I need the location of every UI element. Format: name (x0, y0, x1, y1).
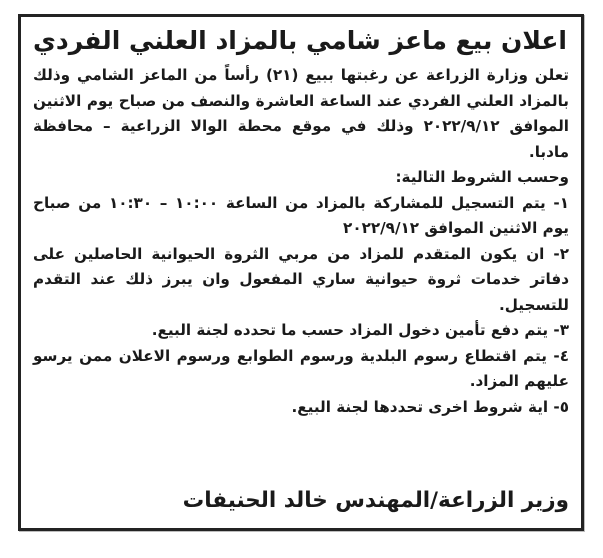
announcement-title: اعلان بيع ماعز شامي بالمزاد العلني الفردي (33, 26, 567, 55)
condition-item-5: ٥- اية شروط اخرى تحددها لجنة البيع. (291, 397, 569, 416)
announcement-intro: تعلن وزارة الزراعة عن رغبتها ببيع (٢١) رأساً من الماعز الشامي وذلك بالمزاد العلني الفردي عند الساعة العاشرة والنصف من صباح يوم الاثنين الموافق ٢٠٢٢/٩/١٢ وذلك في موقع محطة الوالا الزراعية – محافظة مادبا. (33, 66, 569, 161)
condition-item-3: ٣- يتم دفع تأمين دخول المزاد حسب ما تحدده لجنة البيع. (151, 321, 569, 339)
condition-item-2: ٢- ان يكون المتقدم للمزاد من مربي الثروة الحيوانية الحاصلين على دفاتر خدمات ثروة حيوانية ساري المفعول وان يبرز ذلك عند التقدم للتسجيل. (33, 244, 569, 314)
conditions-list (33, 191, 569, 421)
announcement-body (21, 59, 581, 420)
conditions-heading: وحسب الشروط التالية: (395, 168, 569, 186)
announcement-frame (18, 14, 584, 531)
signature: وزير الزراعة/المهندس خالد الحنيفات (182, 488, 569, 513)
condition-item-4: ٤- يتم اقتطاع رسوم البلدية ورسوم الطوابع ورسوم الاعلان ممن يرسو عليهم المزاد. (33, 346, 569, 390)
condition-item-1: ١- يتم التسجيل للمشاركة بالمزاد من الساعة ١٠:٠٠ – ١٠:٣٠ من صباح يوم الاثنين الموافق ٢٠٢٢/٩/١٢ (33, 193, 570, 237)
